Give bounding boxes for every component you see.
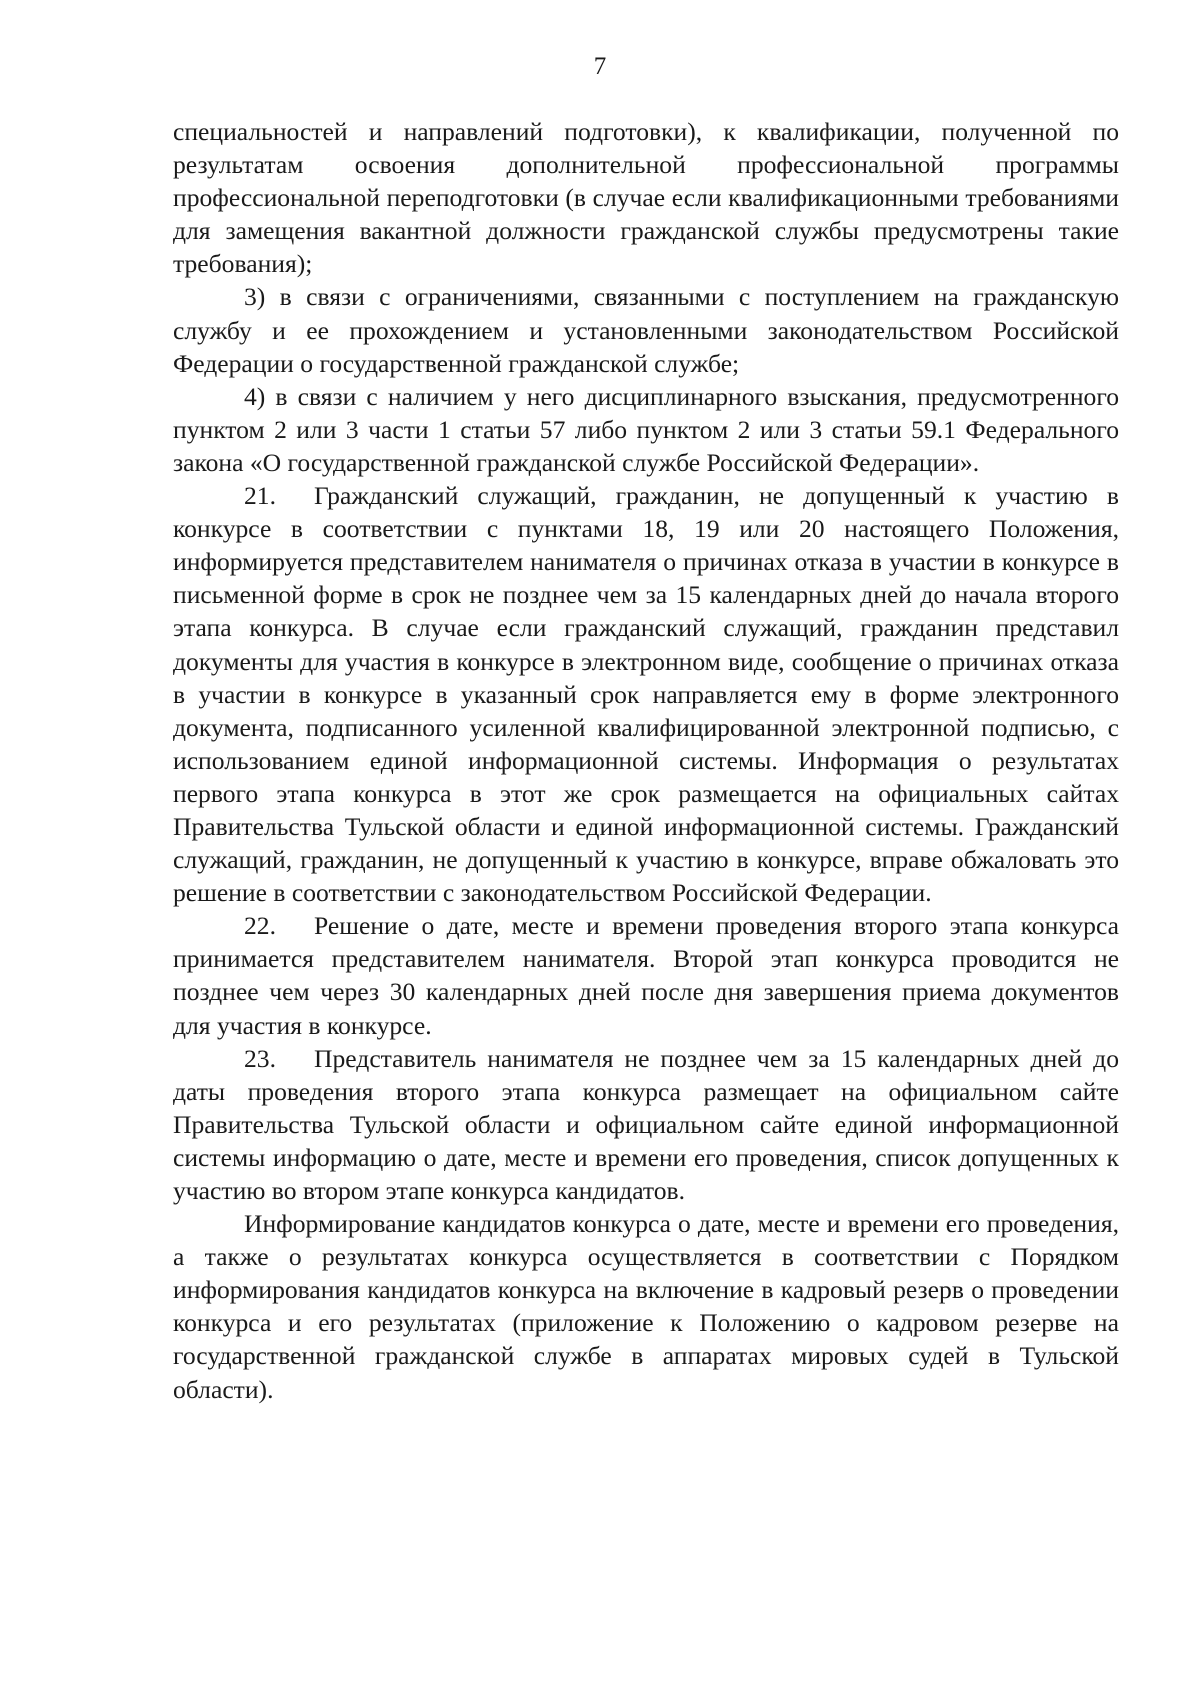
- paragraph-continuation: специальностей и направлений подготовки), к квалификации, полученной по результатам освоения дополнительной профессиональной программы профессиональной переподготовки (в случае если квалификационными требованиями для замещения вакантной должности гражданской службы предусмотрены такие требования);: [173, 117, 1119, 279]
- paragraph-23: [173, 1042, 1119, 1207]
- paragraph-informing: Информирование кандидатов конкурса о дате, месте и времени его проведения, а также о результатах конкурса осуществляется в соответствии с Порядком информирования кандидатов конкурса на включение в кадровый резерв о проведении конкурса и его результатах (приложение к Положению о кадровом резерве на государственной гражданской службе в аппаратах мировых судей в Тульской области).: [173, 1209, 1119, 1404]
- page-number: 7: [593, 53, 607, 80]
- paragraph-item-4: 4) в связи с наличием у него дисциплинарного взыскания, предусмотренного пунктом 2 или 3 части 1 статьи 57 либо пунктом 2 или 3 статьи 59.1 Федерального закона «О государственной гражданской службе Российской Федерации».: [173, 381, 1119, 477]
- paragraph-22-number: 22.: [244, 911, 276, 941]
- paragraph-23-number: 23.: [244, 1043, 276, 1073]
- paragraph-22-text: Решение о дате, месте и времени проведения второго этапа конкурса принимается представителем нанимателя. Второй этап конкурса проводится не позднее чем через 30 календарных дней после дня завершения приема документов для участия в конкурсе.: [173, 911, 1119, 1040]
- paragraph-21: [173, 479, 1119, 909]
- paragraph-21-number: 21.: [244, 481, 276, 511]
- paragraph-22: [173, 909, 1119, 1041]
- paragraph-23-text: Представитель нанимателя не позднее чем за 15 календарных дней до даты проведения второго этапа конкурса размещает на официальном сайте Правительства Тульской области и официальном сайте единой информационной системы информацию о дате, месте и времени его проведения, список допущенных к участию во втором этапе конкурса кандидатов.: [173, 1043, 1119, 1205]
- paragraph-21-text: Гражданский служащий, гражданин, не допущенный к участию в конкурсе в соответствии с пунктами 18, 19 или 20 настоящего Положения, информируется представителем нанимателя о причинах отказа в участии в конкурсе в письменной форме в срок не позднее чем за 15 календарных дней до начала второго этапа конкурса. В случае если гражданский служащий, гражданин представил документы для участия в конкурсе в электронном виде, сообщение о причинах отказа в участии в конкурсе в указанный срок направляется ему в форме электронного документа, подписанного усиленной квалифицированной электронной подписью, с использованием единой информационной системы. Информация о результатах первого этапа конкурса в этот же срок размещается на официальных сайтах Правительства Тульской области и единой информационной системы. Гражданский служащий, гражданин, не допущенный к участию в конкурсе, вправе обжаловать это решение в соответствии с законодательством Российской Федерации.: [173, 481, 1119, 908]
- paragraph-item-3: 3) в связи с ограничениями, связанными с поступлением на гражданскую службу и ее прохождением и установленными законодательством Российской Федерации о государственной гражданской службе;: [173, 282, 1119, 378]
- document-body: [173, 115, 1119, 1406]
